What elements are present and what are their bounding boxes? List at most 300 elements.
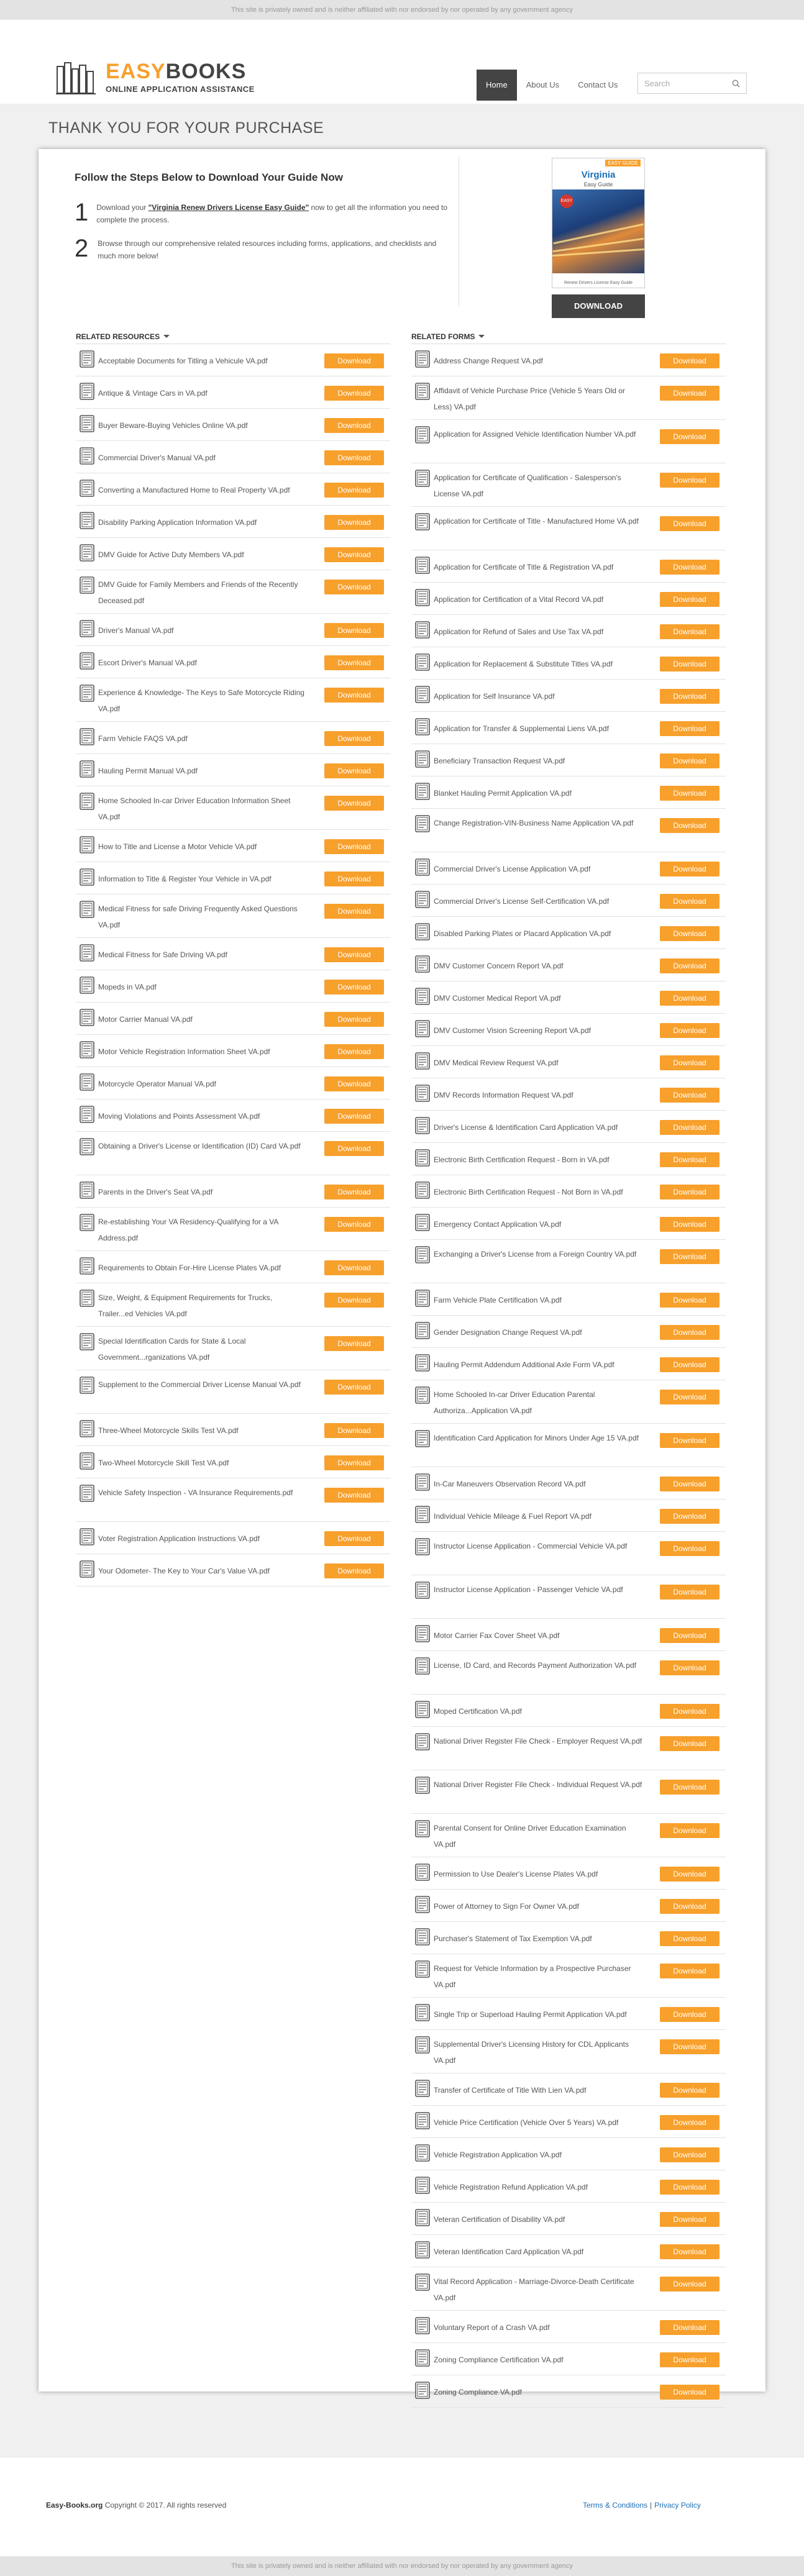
download-button[interactable]: Download — [660, 1585, 719, 1600]
nav-contact-us[interactable]: Contact Us — [578, 80, 618, 89]
file-name[interactable]: Driver's Manual VA.pdf — [98, 626, 174, 635]
pdf-document-icon — [415, 1214, 430, 1231]
list-item — [411, 981, 726, 1014]
list-item — [76, 1208, 390, 1251]
file-name[interactable]: DMV Customer Medical Report VA.pdf — [434, 994, 561, 1003]
file-name[interactable]: Disability Parking Application Information VA.pdf — [98, 518, 257, 527]
pdf-document-icon — [80, 480, 94, 497]
list-item — [411, 583, 726, 615]
pdf-document-icon — [415, 1117, 430, 1134]
file-name[interactable]: Application for Transfer & Supplemental Liens VA.pdf — [434, 724, 609, 733]
file-name[interactable]: Instructor License Application - Commercial Vehicle VA.pdf — [434, 1542, 628, 1550]
download-button[interactable]: Download — [324, 947, 384, 962]
file-name[interactable]: License, ID Card, and Records Payment Authorization VA.pdf — [434, 1661, 636, 1670]
pdf-document-icon — [415, 783, 430, 800]
download-button[interactable]: Download — [660, 2115, 719, 2130]
file-name[interactable]: Instructor License Application - Passenger Vehicle VA.pdf — [434, 1585, 623, 1594]
download-button[interactable]: Download — [660, 1055, 719, 1070]
file-name[interactable]: Acceptable Documents for Titling a Vehicule VA.pdf — [98, 357, 268, 365]
download-button[interactable]: Download — [324, 688, 384, 703]
download-button[interactable]: Download — [660, 1477, 719, 1491]
footer-separator: | — [650, 2501, 652, 2510]
download-button[interactable]: Download — [660, 657, 719, 671]
download-button[interactable]: Download — [324, 386, 384, 401]
file-name[interactable]: Vehicle Safety Inspection - VA Insurance Requirements.pdf — [98, 1488, 293, 1497]
download-button[interactable]: Download — [324, 1141, 384, 1156]
download-button[interactable]: Download — [660, 2212, 719, 2227]
pdf-document-icon — [80, 620, 94, 637]
step-2-number: 2 — [75, 235, 89, 262]
file-name[interactable]: Vehicle Price Certification (Vehicle Over 5 Years) VA.pdf — [434, 2118, 619, 2127]
file-name[interactable]: Zoning Compliance Certification VA.pdf — [434, 2355, 564, 2364]
list-item — [411, 1532, 726, 1575]
file-name[interactable]: How to Title and License a Motor Vehicle VA.pdf — [98, 842, 257, 851]
download-button[interactable]: Download — [324, 547, 384, 562]
file-name[interactable]: Address Change Request VA.pdf — [434, 357, 543, 365]
download-button[interactable]: Download — [660, 1899, 719, 1914]
file-name[interactable]: Supplemental Driver's Licensing History for CDL Applicants VA.pdf — [434, 2040, 629, 2065]
main-nav — [477, 70, 627, 101]
list-item — [411, 949, 726, 981]
list-item — [411, 1283, 726, 1316]
pdf-document-icon — [415, 858, 430, 876]
pdf-document-icon — [415, 988, 430, 1005]
file-name[interactable]: Parental Consent for Online Driver Education Examination VA.pdf — [434, 1824, 626, 1849]
file-name[interactable]: Application for Replacement & Substitute Titles VA.pdf — [434, 660, 613, 668]
list-item — [411, 885, 726, 917]
list-item — [411, 2073, 726, 2106]
related-forms-title: RELATED FORMS — [411, 332, 475, 341]
file-name[interactable]: Permission to Use Dealer's License Plates VA.pdf — [434, 1870, 598, 1878]
file-name[interactable]: Escort Driver's Manual VA.pdf — [98, 658, 197, 667]
list-item — [411, 2170, 726, 2203]
download-button[interactable]: Download — [324, 1380, 384, 1395]
file-name[interactable]: Purchaser's Statement of Tax Exemption VA.pdf — [434, 1934, 592, 1943]
chevron-down-icon — [163, 335, 170, 338]
file-name[interactable]: Motor Vehicle Registration Information Sheet VA.pdf — [98, 1047, 270, 1056]
pdf-document-icon — [80, 728, 94, 745]
file-name[interactable]: Farm Vehicle FAQS VA.pdf — [98, 734, 188, 743]
list-item — [76, 1446, 390, 1478]
pdf-document-icon — [80, 1138, 94, 1155]
file-name[interactable]: Moped Certification VA.pdf — [434, 1707, 522, 1716]
pdf-document-icon — [415, 557, 430, 574]
pdf-document-icon — [415, 891, 430, 908]
list-item — [411, 376, 726, 420]
file-name[interactable]: Application for Certificate of Title - Manufactured Home VA.pdf — [434, 517, 639, 526]
pdf-document-icon — [415, 1538, 430, 1555]
download-button[interactable]: Download — [660, 592, 719, 607]
download-button[interactable]: Download — [660, 1628, 719, 1643]
file-name[interactable]: Electronic Birth Certification Request - Born in VA.pdf — [434, 1155, 610, 1164]
download-button[interactable]: Download — [660, 862, 719, 876]
file-name[interactable]: Vehicle Registration Application VA.pdf — [434, 2150, 562, 2159]
file-name[interactable]: DMV Customer Concern Report VA.pdf — [434, 962, 564, 970]
file-name[interactable]: Exchanging a Driver's License from a Foreign Country VA.pdf — [434, 1250, 637, 1258]
download-button[interactable]: Download — [660, 2277, 719, 2292]
file-name[interactable]: Disabled Parking Plates or Placard Application VA.pdf — [434, 929, 611, 938]
download-button[interactable]: Download — [660, 2180, 719, 2195]
pdf-document-icon — [80, 544, 94, 562]
download-button[interactable]: Download — [660, 991, 719, 1006]
list-item — [411, 1380, 726, 1424]
file-name[interactable]: Electronic Birth Certification Request - Not Born in VA.pdf — [434, 1188, 623, 1196]
list-item — [76, 970, 390, 1003]
list-item — [411, 1078, 726, 1111]
file-name[interactable]: Application for Certificate of Title & Registration VA.pdf — [434, 563, 614, 571]
file-name[interactable]: DMV Guide for Active Duty Members VA.pdf — [98, 550, 244, 559]
download-button[interactable]: Download — [324, 1336, 384, 1351]
file-name[interactable]: Application for Refund of Sales and Use Tax VA.pdf — [434, 627, 604, 636]
pdf-document-icon — [80, 512, 94, 529]
pdf-document-icon — [80, 685, 94, 702]
download-button[interactable]: Download — [660, 958, 719, 973]
file-name[interactable]: Moving Violations and Points Assessment VA.pdf — [98, 1112, 260, 1121]
file-name[interactable]: Commercial Driver's Manual VA.pdf — [98, 453, 216, 462]
file-name[interactable]: Motor Carrier Manual VA.pdf — [98, 1015, 193, 1024]
file-name[interactable]: Veteran Identification Card Application VA.pdf — [434, 2247, 584, 2256]
pdf-document-icon — [80, 1257, 94, 1275]
list-item — [411, 1651, 726, 1695]
file-name[interactable]: Commercial Driver's License Application VA.pdf — [434, 865, 591, 873]
download-button[interactable]: Download — [660, 353, 719, 368]
download-button[interactable]: Download — [660, 1964, 719, 1978]
list-item — [411, 2375, 726, 2408]
pdf-document-icon — [415, 1085, 430, 1102]
file-name[interactable]: Transfer of Certificate of Title With Lien VA.pdf — [434, 2086, 587, 2095]
file-name[interactable]: Request for Vehicle Information by a Prospective Purchaser VA.pdf — [434, 1964, 631, 1989]
download-button[interactable]: Download — [324, 1185, 384, 1199]
download-button[interactable]: Download — [660, 386, 719, 401]
related-resources-title: RELATED RESOURCES — [76, 332, 160, 341]
file-name[interactable]: Parents in the Driver's Seat VA.pdf — [98, 1188, 213, 1196]
pdf-document-icon — [80, 901, 94, 918]
download-button[interactable]: Download — [660, 1541, 719, 1556]
pdf-document-icon — [80, 1009, 94, 1026]
file-name[interactable]: Supplement to the Commercial Driver License Manual VA.pdf — [98, 1380, 301, 1389]
pdf-document-icon — [415, 2080, 430, 2097]
search-input[interactable] — [637, 73, 747, 94]
download-button[interactable]: Download — [324, 1423, 384, 1438]
pdf-document-icon — [415, 718, 430, 735]
related-resources — [76, 329, 390, 1586]
file-name[interactable]: Power of Attorney to Sign For Owner VA.pdf — [434, 1902, 579, 1911]
download-button[interactable]: Download — [324, 353, 384, 368]
pdf-document-icon — [80, 1528, 94, 1545]
download-button[interactable]: Download — [324, 980, 384, 994]
file-name[interactable]: Vital Record Application - Marriage-Divorce-Death Certificate VA.pdf — [434, 2277, 634, 2302]
download-button[interactable]: Download — [324, 1076, 384, 1091]
list-item — [76, 1283, 390, 1327]
download-button[interactable]: Download — [660, 689, 719, 704]
file-name[interactable]: Special Identification Cards for State & Local Government...rganizations VA.pdf — [98, 1337, 246, 1362]
download-button[interactable]: Download — [660, 1325, 719, 1340]
bottom-disclaimer: This site is privately owned and is neither affiliated with nor endorsed by nor operated by any government agency — [0, 2556, 804, 2576]
download-button[interactable]: Download — [660, 2147, 719, 2162]
pdf-document-icon — [415, 470, 430, 487]
download-button[interactable]: Download — [660, 429, 719, 444]
file-name[interactable]: Vehicle Registration Refund Application VA.pdf — [434, 2183, 588, 2191]
site-logo[interactable] — [55, 60, 255, 94]
list-item — [76, 1554, 390, 1586]
download-button[interactable]: Download — [660, 2385, 719, 2400]
download-button[interactable]: Download — [660, 1185, 719, 1199]
download-button[interactable]: Download — [324, 763, 384, 778]
file-name[interactable]: Voluntary Report of a Crash VA.pdf — [434, 2323, 550, 2332]
download-button[interactable]: Download — [660, 1217, 719, 1232]
file-name[interactable]: Your Odometer- The Key to Your Car's Value VA.pdf — [98, 1567, 270, 1575]
list-item — [411, 1922, 726, 1954]
step-1 — [75, 200, 454, 226]
list-item — [411, 463, 726, 507]
pdf-document-icon — [80, 1377, 94, 1394]
pdf-document-icon — [80, 793, 94, 810]
file-name[interactable]: Application for Self Insurance VA.pdf — [434, 692, 555, 701]
download-button[interactable]: Download — [324, 580, 384, 594]
file-name[interactable]: Blanket Hauling Permit Application VA.pdf — [434, 789, 572, 798]
download-button[interactable]: Download — [660, 1249, 719, 1264]
download-button[interactable]: Download — [660, 1433, 719, 1448]
file-name[interactable]: Identification Card Application for Minors Under Age 15 VA.pdf — [434, 1434, 639, 1442]
download-button[interactable]: Download — [660, 1867, 719, 1882]
privacy-link[interactable]: Privacy Policy — [654, 2501, 701, 2510]
download-button[interactable]: Download — [660, 1736, 719, 1751]
file-name[interactable]: DMV Medical Review Request VA.pdf — [434, 1058, 559, 1067]
nav-about-us[interactable]: About Us — [526, 80, 560, 89]
download-button[interactable]: Download — [660, 753, 719, 768]
file-name[interactable]: Requirements to Obtain For-Hire License Plates VA.pdf — [98, 1263, 281, 1272]
list-item — [411, 1111, 726, 1143]
download-button[interactable]: Download — [324, 872, 384, 886]
file-name[interactable]: Application for Certification of a Vital Record VA.pdf — [434, 595, 604, 604]
search-icon[interactable] — [732, 80, 740, 88]
download-button[interactable]: Download — [324, 418, 384, 433]
file-name[interactable]: Re-establishing Your VA Residency-Qualifying for a VA Address.pdf — [98, 1217, 278, 1242]
file-name[interactable]: Antique & Vintage Cars in VA.pdf — [98, 389, 208, 398]
download-button[interactable]: Download — [324, 839, 384, 854]
download-button[interactable]: Download — [660, 1152, 719, 1167]
file-name[interactable]: Size, Weight, & Equipment Requirements for Trucks, Trailer...ed Vehicles VA.pdf — [98, 1293, 272, 1318]
file-name[interactable]: DMV Guide for Family Members and Friends of the Recently Deceased.pdf — [98, 580, 298, 605]
logo-word-books: BOOKS — [165, 60, 247, 83]
download-button[interactable]: Download — [324, 450, 384, 465]
download-button[interactable]: Download — [324, 1531, 384, 1546]
list-item — [411, 2343, 726, 2375]
file-name[interactable]: DMV Records Information Request VA.pdf — [434, 1091, 573, 1099]
download-button[interactable]: Download — [660, 2007, 719, 2022]
guide-cover-image[interactable] — [552, 158, 645, 288]
file-name[interactable]: Home Schooled In-car Driver Education Parental Authoriza...Application VA.pdf — [434, 1390, 595, 1415]
download-button[interactable]: Download — [660, 516, 719, 531]
pdf-document-icon — [415, 1820, 430, 1837]
nav-home[interactable]: Home — [477, 70, 517, 101]
list-item — [411, 680, 726, 712]
file-name[interactable]: Three-Wheel Motorcycle Skills Test VA.pdf — [98, 1426, 239, 1435]
download-button[interactable]: Download — [660, 1823, 719, 1838]
pdf-document-icon — [415, 1246, 430, 1263]
download-button[interactable]: Download — [660, 473, 719, 488]
pdf-document-icon — [80, 944, 94, 962]
content-area — [0, 149, 804, 2457]
list-item — [76, 754, 390, 786]
file-name[interactable]: Obtaining a Driver's License or Identification (ID) Card VA.pdf — [98, 1142, 301, 1150]
file-name[interactable]: Hauling Permit Addendum Additional Axle Form VA.pdf — [434, 1360, 614, 1369]
download-button[interactable]: Download — [660, 721, 719, 736]
pdf-document-icon — [415, 2382, 430, 2399]
file-name[interactable]: Farm Vehicle Plate Certification VA.pdf — [434, 1296, 562, 1304]
list-item — [411, 1727, 726, 1770]
page-title: THANK YOU FOR YOUR PURCHASE — [48, 119, 324, 137]
file-name[interactable]: Experience & Knowledge- The Keys to Safe Motorcycle Riding VA.pdf — [98, 688, 304, 713]
list-item — [76, 646, 390, 678]
download-button[interactable]: Download — [660, 1023, 719, 1038]
download-button[interactable]: Download — [660, 894, 719, 909]
file-name[interactable]: Individual Vehicle Mileage & Fuel Report VA.pdf — [434, 1512, 592, 1521]
pdf-document-icon — [80, 1041, 94, 1058]
file-name[interactable]: Single Trip or Superload Hauling Permit Application VA.pdf — [434, 2010, 627, 2019]
download-button[interactable]: Download — [660, 1088, 719, 1103]
file-name[interactable]: Zoning Compliance VA.pdf — [434, 2388, 522, 2396]
file-name[interactable]: National Driver Register File Check - Employer Request VA.pdf — [434, 1737, 642, 1745]
pdf-document-icon — [415, 1506, 430, 1523]
file-name[interactable]: Mopeds in VA.pdf — [98, 983, 157, 991]
download-guide-button[interactable]: DOWNLOAD — [552, 294, 645, 318]
terms-link[interactable]: Terms & Conditions — [583, 2501, 648, 2510]
download-button[interactable]: Download — [324, 1109, 384, 1124]
file-name[interactable]: Gender Designation Change Request VA.pdf — [434, 1328, 582, 1337]
download-button[interactable]: Download — [660, 1390, 719, 1404]
download-button[interactable]: Download — [660, 786, 719, 801]
file-name[interactable]: Driver's License & Identification Card Application VA.pdf — [434, 1123, 618, 1132]
download-button[interactable]: Download — [660, 2352, 719, 2367]
file-name[interactable]: In-Car Maneuvers Observation Record VA.pdf — [434, 1480, 586, 1488]
file-name[interactable]: Commercial Driver's License Self-Certification VA.pdf — [434, 897, 610, 906]
download-button[interactable]: Download — [660, 1120, 719, 1135]
pdf-document-icon — [415, 589, 430, 606]
download-button[interactable]: Download — [660, 2244, 719, 2259]
list-item — [76, 344, 390, 376]
chevron-down-icon — [478, 335, 485, 338]
file-name[interactable]: Motorcycle Operator Manual VA.pdf — [98, 1080, 216, 1088]
download-button[interactable]: Download — [660, 1509, 719, 1524]
list-item — [411, 1014, 726, 1046]
file-name[interactable]: Two-Wheel Motorcycle Skill Test VA.pdf — [98, 1459, 229, 1467]
list-item — [76, 1067, 390, 1099]
download-button[interactable]: Download — [324, 483, 384, 498]
download-button[interactable]: Download — [660, 2320, 719, 2335]
download-button[interactable]: Download — [324, 1455, 384, 1470]
file-name[interactable]: Veteran Certification of Disability VA.pdf — [434, 2215, 565, 2224]
download-button[interactable]: Download — [324, 1293, 384, 1308]
pdf-document-icon — [415, 1625, 430, 1642]
related-resources-heading[interactable] — [76, 329, 390, 344]
download-button[interactable]: Download — [660, 926, 719, 941]
download-button[interactable]: Download — [660, 1357, 719, 1372]
list-item — [411, 852, 726, 885]
list-item — [76, 862, 390, 894]
file-name[interactable]: Hauling Permit Manual VA.pdf — [98, 767, 198, 775]
file-name[interactable]: Emergency Contact Application VA.pdf — [434, 1220, 562, 1229]
file-name[interactable]: National Driver Register File Check - Individual Request VA.pdf — [434, 1780, 642, 1789]
list-item — [76, 1251, 390, 1283]
pdf-document-icon — [80, 868, 94, 886]
pdf-document-icon — [415, 2209, 430, 2226]
pdf-document-icon — [80, 1106, 94, 1123]
file-name[interactable]: Change Registration-VIN-Business Name Application VA.pdf — [434, 819, 634, 827]
download-button[interactable]: Download — [324, 515, 384, 530]
download-button[interactable]: Download — [660, 1931, 719, 1946]
file-name[interactable]: Motor Carrier Fax Cover Sheet VA.pdf — [434, 1631, 560, 1640]
download-button[interactable]: Download — [660, 2039, 719, 2054]
file-name[interactable]: Buyer Beware-Buying Vehicles Online VA.pdf — [98, 421, 248, 430]
list-item — [76, 1175, 390, 1208]
pdf-document-icon — [415, 923, 430, 940]
download-button[interactable]: Download — [324, 731, 384, 746]
list-item — [76, 409, 390, 441]
list-item — [411, 1575, 726, 1619]
download-button[interactable]: Download — [660, 818, 719, 833]
download-button[interactable]: Download — [324, 1488, 384, 1503]
list-item — [411, 1424, 726, 1467]
pdf-document-icon — [415, 2112, 430, 2129]
related-forms-heading[interactable] — [411, 329, 726, 344]
pdf-document-icon — [415, 2004, 430, 2021]
list-item — [411, 1695, 726, 1727]
file-name[interactable]: Information to Title & Register Your Vehicle in VA.pdf — [98, 875, 272, 883]
file-name[interactable]: Medical Fitness for Safe Driving VA.pdf — [98, 950, 227, 959]
download-button[interactable]: Download — [324, 1260, 384, 1275]
file-name[interactable]: Voter Registration Application Instructions VA.pdf — [98, 1534, 260, 1543]
file-name[interactable]: DMV Customer Vision Screening Report VA.pdf — [434, 1026, 592, 1035]
download-button[interactable]: Download — [324, 1044, 384, 1059]
download-button[interactable]: Download — [324, 1563, 384, 1578]
file-name[interactable]: Home Schooled In-car Driver Education Information Sheet VA.pdf — [98, 796, 291, 821]
pdf-document-icon — [415, 1322, 430, 1339]
list-item — [76, 1370, 390, 1414]
download-button[interactable]: Download — [660, 560, 719, 575]
file-name[interactable]: Application for Certificate of Qualification - Salesperson's License VA.pdf — [434, 473, 621, 498]
download-button[interactable]: Download — [324, 1217, 384, 1232]
list-item — [411, 1175, 726, 1208]
download-button[interactable]: Download — [324, 623, 384, 638]
file-name[interactable]: Beneficiary Transaction Request VA.pdf — [434, 757, 565, 765]
pdf-document-icon — [415, 686, 430, 703]
list-item — [76, 538, 390, 570]
footer-brand[interactable]: Easy-Books.org — [46, 2501, 103, 2510]
download-button[interactable]: Download — [660, 1660, 719, 1675]
download-button[interactable]: Download — [660, 2083, 719, 2098]
guide-link[interactable]: "Virginia Renew Drivers License Easy Guide" — [148, 203, 309, 212]
file-name[interactable]: Medical Fitness for safe Driving Frequently Asked Questions VA.pdf — [98, 904, 298, 929]
books-logo-icon — [55, 60, 97, 94]
download-button[interactable]: Download — [660, 624, 719, 639]
download-button[interactable]: Download — [660, 1704, 719, 1719]
download-button[interactable]: Download — [660, 1780, 719, 1795]
download-button[interactable]: Download — [324, 655, 384, 670]
file-name[interactable]: Converting a Manufactured Home to Real Property VA.pdf — [98, 486, 290, 494]
pdf-document-icon — [415, 1020, 430, 1037]
list-item — [76, 506, 390, 538]
file-name[interactable]: Affidavit of Vehicle Purchase Price (Vehicle 5 Years Old or Less) VA.pdf — [434, 386, 625, 411]
download-button[interactable]: Download — [324, 796, 384, 811]
file-name[interactable]: Application for Assigned Vehicle Identification Number VA.pdf — [434, 430, 636, 439]
download-button[interactable]: Download — [660, 1293, 719, 1308]
pdf-document-icon — [415, 1582, 430, 1599]
pdf-document-icon — [415, 1181, 430, 1199]
pdf-document-icon — [415, 1290, 430, 1307]
download-button[interactable]: Download — [324, 1012, 384, 1027]
download-button[interactable]: Download — [324, 904, 384, 919]
